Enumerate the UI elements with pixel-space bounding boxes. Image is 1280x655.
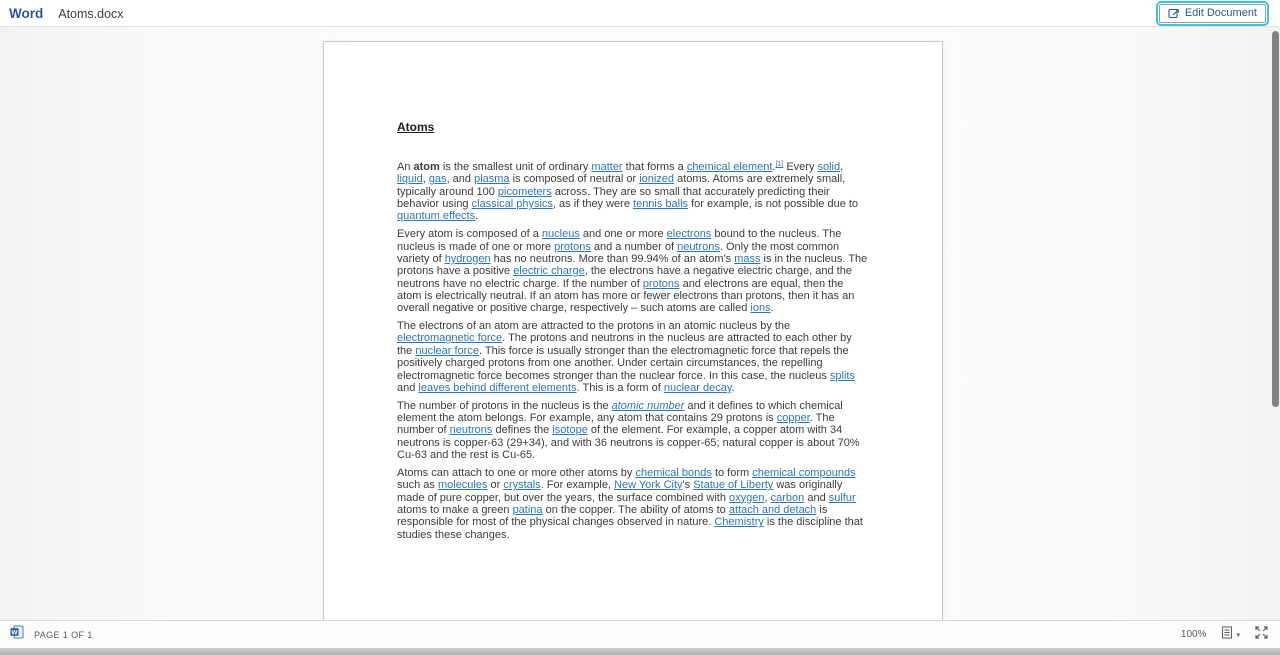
- hyperlink[interactable]: quantum effects: [397, 210, 476, 223]
- text-run: and it defines to which chemical element the atom belongs. For example, any atom that contains 29 protons is: [397, 399, 843, 425]
- hyperlink[interactable]: splits: [829, 369, 855, 382]
- text-run: ,: [840, 161, 844, 173]
- document-heading: Atoms: [397, 120, 435, 134]
- top-bar: [0, 0, 1280, 27]
- hyperlink[interactable]: oxygen: [729, 491, 765, 504]
- document-canvas: [0, 27, 1280, 620]
- paragraph: [397, 159, 870, 223]
- paragraph: [397, 320, 870, 394]
- hyperlink[interactable]: hydrogen: [444, 252, 491, 265]
- hyperlink[interactable]: protons: [554, 240, 591, 253]
- text-run: .: [770, 302, 774, 315]
- hyperlink[interactable]: atomic number: [611, 399, 685, 412]
- svg-text:W: W: [11, 629, 18, 637]
- hyperlink[interactable]: chemical bonds: [635, 466, 712, 479]
- edit-document-label: Edit Document: [1184, 7, 1257, 19]
- hyperlink[interactable]: ions: [750, 302, 771, 315]
- text-run: Atoms can attach to one or more other atoms by: [397, 466, 636, 479]
- text-run: is in the nucleus. The protons have a positive: [397, 252, 868, 278]
- page-indicator: PAGE 1 OF 1: [34, 629, 93, 640]
- chevron-down-icon: ▾: [1236, 631, 1240, 639]
- text-run: . This is a form of: [576, 381, 664, 394]
- text-run: Every atom is composed of a: [397, 228, 542, 241]
- hyperlink[interactable]: electrons: [666, 228, 712, 241]
- text-run: and: [397, 381, 419, 394]
- hyperlink[interactable]: nuclear force: [415, 344, 479, 357]
- hyperlink[interactable]: tennis balls: [633, 198, 689, 211]
- hyperlink[interactable]: liquid: [397, 173, 423, 186]
- hyperlink[interactable]: protons: [642, 277, 680, 290]
- hyperlink[interactable]: Chemistry: [714, 516, 764, 529]
- hyperlink[interactable]: chemical compounds: [752, 466, 856, 479]
- text-run: The number of protons in the nucleus is the: [397, 399, 612, 412]
- hyperlink[interactable]: nucleus: [541, 228, 580, 241]
- text-run: ,: [422, 173, 429, 186]
- text-run: or: [487, 479, 504, 492]
- text-run: .: [772, 161, 776, 173]
- hyperlink[interactable]: copper: [776, 412, 810, 425]
- text-run: . This force is usually stronger than the electromagnetic force that repels the positively charged protons from one another. Under certain circumstances, the repelling electromagnetic force becomes stronger than the nuclear force. In this case, the nucleus: [397, 344, 849, 382]
- text-run: . The protons and neutrons in the nucleus are attracted to each other by the: [397, 332, 852, 357]
- paragraph: [397, 400, 870, 462]
- hyperlink[interactable]: matter: [591, 161, 623, 173]
- paragraph: [397, 228, 870, 314]
- status-bar-left: [10, 625, 93, 644]
- window-bottom-edge: [0, 648, 1280, 655]
- hyperlink[interactable]: attach and detach: [728, 503, 817, 516]
- vertical-scrollbar[interactable]: [1272, 31, 1279, 616]
- hyperlink[interactable]: neutrons: [449, 424, 493, 437]
- text-run: . For example,: [540, 479, 615, 492]
- text-run: The electrons of an atom are attracted to the protons in an atomic nucleus by the: [397, 320, 791, 333]
- edit-document-button[interactable]: [1159, 4, 1266, 23]
- paragraph: [397, 467, 870, 541]
- hyperlink[interactable]: patina: [512, 503, 543, 516]
- hyperlink[interactable]: electric charge: [513, 265, 585, 278]
- text-run: is responsible for most of the physical changes observed in nature.: [397, 503, 828, 529]
- document-title: Atoms.docx: [58, 6, 124, 21]
- status-bar: [0, 620, 1280, 648]
- hyperlink[interactable]: molecules: [437, 479, 488, 492]
- text-run: such as: [397, 479, 438, 492]
- text-run: to form: [711, 466, 753, 479]
- text-run: Every: [783, 161, 818, 173]
- word-logo-text: Word: [9, 5, 44, 21]
- scrollbar-thumb[interactable]: [1272, 31, 1279, 407]
- page-edit-icon: [1168, 7, 1180, 19]
- text-run: of the element. For example, a copper atom with 34 neutrons is copper-63 (29+34), and with 36 neutrons is copper-65; natural copper is about 70% Cu-63 and the rest is Cu-65.: [397, 424, 860, 462]
- text-run: was originally made of pure copper, but over the years, the surface combined with: [397, 479, 843, 504]
- hyperlink[interactable]: [1]: [775, 161, 784, 168]
- text-run: defines the: [492, 424, 553, 437]
- hyperlink[interactable]: neutrons: [677, 240, 720, 253]
- text-run: bound to the nucleus. The nucleus is made of one or more: [397, 228, 842, 253]
- text-run: atoms to make a green: [397, 503, 513, 516]
- hyperlink[interactable]: leaves behind different elements: [418, 381, 577, 394]
- text-run: .: [731, 381, 735, 394]
- hyperlink[interactable]: plasma: [474, 173, 510, 186]
- hyperlink[interactable]: isotope: [552, 424, 588, 437]
- hyperlink[interactable]: mass: [734, 252, 761, 265]
- text-run: is the smallest unit of ordinary: [439, 161, 592, 173]
- text-run: and: [804, 491, 829, 504]
- text-run: and one or more: [579, 228, 667, 241]
- hyperlink[interactable]: solid: [817, 161, 841, 173]
- text-run: . Only the most common variety of: [397, 240, 840, 265]
- text-run: is the discipline that studies these changes.: [397, 516, 863, 541]
- brand-group: [9, 6, 124, 21]
- hyperlink[interactable]: New York City: [614, 479, 683, 492]
- word-logo-icon: [10, 625, 24, 644]
- text-run: atom: [413, 161, 440, 173]
- document-page: [323, 41, 943, 620]
- zoom-level[interactable]: 100%: [1180, 629, 1207, 640]
- fullscreen-button[interactable]: [1255, 626, 1268, 644]
- page-view-button[interactable]: [1221, 626, 1240, 644]
- reading-view-icon: [1221, 626, 1233, 644]
- hyperlink[interactable]: crystals: [503, 479, 541, 492]
- text-run: 's: [682, 479, 694, 492]
- text-run: is composed of neutral or: [509, 173, 640, 186]
- hyperlink[interactable]: nuclear decay: [663, 381, 732, 394]
- text-run: and a number of: [590, 240, 678, 253]
- text-run: has no neutrons. More than 99.94% of an atom's: [490, 252, 735, 265]
- text-run: on the copper. The ability of atoms to: [542, 503, 729, 516]
- text-run: , and: [446, 173, 475, 186]
- hyperlink[interactable]: gas: [428, 173, 447, 186]
- hyperlink[interactable]: classical physics: [471, 198, 553, 211]
- hyperlink[interactable]: Statue of Liberty: [693, 479, 774, 492]
- text-run: that forms a: [622, 161, 687, 173]
- text-run: and electrons are equal, then the atom is electrically neutral. If an atom has more or fewer electrons than protons, then it has an overall negative or positive charge, respectively – such atoms are called: [397, 277, 855, 315]
- text-run: An: [397, 161, 414, 173]
- hyperlink[interactable]: electromagnetic force: [397, 332, 503, 345]
- text-run: across. They are so small that accurately predicting their behavior using: [397, 185, 830, 211]
- text-run: .: [475, 210, 479, 223]
- text-run: atoms. Atoms are extremely small, typically around 100: [397, 173, 846, 198]
- hyperlink[interactable]: sulfur: [828, 491, 856, 504]
- text-run: , as if they were: [552, 198, 634, 211]
- hyperlink[interactable]: ionized: [639, 173, 675, 186]
- text-run: . The number of: [397, 412, 835, 437]
- expand-arrows-icon: [1255, 626, 1268, 644]
- text-run: , the electrons have a negative electric charge, and the neutrons have no electric charge. If the number of: [397, 265, 852, 290]
- text-run: for example, is not possible due to: [688, 198, 859, 211]
- hyperlink[interactable]: picometers: [497, 185, 552, 198]
- status-bar-right: [1181, 626, 1268, 644]
- hyperlink[interactable]: chemical element: [686, 161, 773, 173]
- document-paragraphs: [397, 159, 870, 541]
- hyperlink[interactable]: carbon: [770, 491, 805, 504]
- text-run: ,: [764, 491, 771, 504]
